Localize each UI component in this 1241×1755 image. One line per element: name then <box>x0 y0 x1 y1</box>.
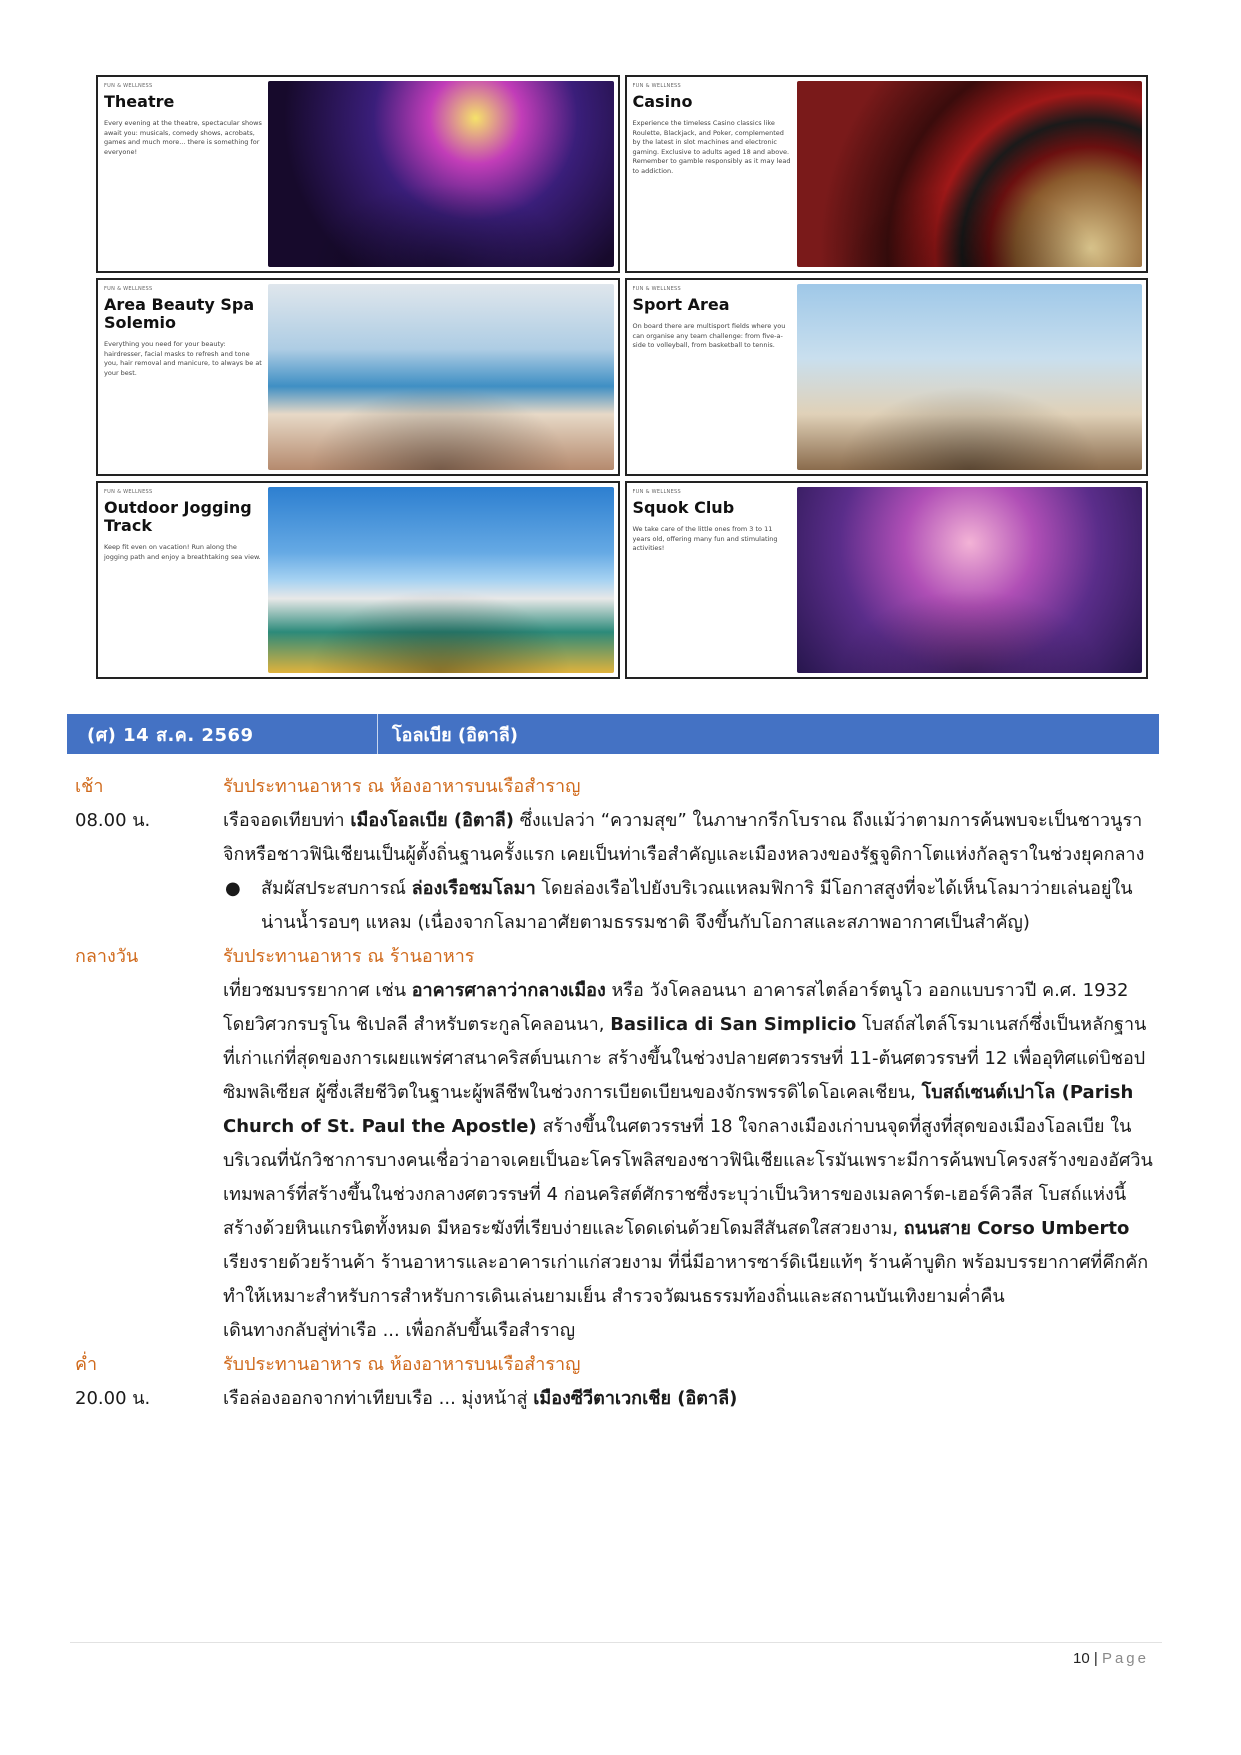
bullet-dot-icon: ● <box>225 878 241 899</box>
activity-card-jogging <box>96 481 620 679</box>
program-row-0800 <box>75 804 1155 872</box>
card-title: Outdoor Jogging Track <box>104 498 252 535</box>
program-row-return <box>75 1314 1155 1348</box>
card-description: On board there are multisport fields where you can organise any team challenge: from five-a-side to volleyball, from basketball to tennis. <box>632 322 786 349</box>
time-label: เช้า <box>75 776 104 797</box>
bullet-text: สัมผัสประสบการณ์ ล่องเรือชมโลมา โดยล่องเรือไปยังบริเวณแหลมฟิการิ มีโอกาสสูงที่จะได้เห็นโลมาว่ายเล่นอยู่ในน่านน้ำรอบๆ แหลม (เนื่องจากโลมาอาศัยตามธรรมชาติ จึงขึ้นกับโอกาสและสภาพอากาศเป็นสำคัญ) <box>261 878 1133 933</box>
card-kicker: FUN & WELLNESS <box>104 489 153 495</box>
card-description: Keep fit even on vacation! Run along the jogging path and enjoy a breathtaking sea view. <box>104 543 261 561</box>
program-text: เรือล่องออกจากท่าเทียบเรือ ... มุ่งหน้าสู่ เมืองซีวีตาเวกเชีย (อิตาลี) <box>223 1388 738 1409</box>
activities-grid <box>96 75 1148 679</box>
page-number: 10 | Page <box>1073 1650 1149 1667</box>
casino-photo <box>797 81 1143 267</box>
bullet-item <box>223 872 1155 940</box>
time-label: ค่ำ <box>75 1354 98 1375</box>
card-title: Squok Club <box>632 498 735 517</box>
program-row-dinner <box>75 1348 1155 1382</box>
card-kicker: FUN & WELLNESS <box>104 83 153 89</box>
program-row-sightseeing <box>75 974 1155 1314</box>
card-description: Every evening at the theatre, spectacular shows await you: musicals, comedy shows, acrobats, games and much more... there is something for everyone! <box>104 119 262 156</box>
card-title: Sport Area <box>632 295 730 314</box>
meal-text: รับประทานอาหาร ณ ห้องอาหารบนเรือสำราญ <box>223 776 581 797</box>
card-title: Casino <box>632 92 693 111</box>
time-label: 08.00 น. <box>75 810 151 831</box>
card-kicker: FUN & WELLNESS <box>104 286 153 292</box>
program-row-lunch <box>75 940 1155 974</box>
activity-card-casino <box>625 75 1149 273</box>
activity-card-spa <box>96 278 620 476</box>
activity-card-squok <box>625 481 1149 679</box>
day-place: โอลเบีย (อิตาลี) <box>392 724 518 746</box>
activity-card-theatre <box>96 75 620 273</box>
card-description: Everything you need for your beauty: hairdresser, facial masks to refresh and tone you, hair removal and manicure, to always be at your best. <box>104 340 262 377</box>
sport-photo <box>797 284 1143 470</box>
program-row-2000 <box>75 1382 1155 1416</box>
activity-card-sport <box>625 278 1149 476</box>
day-program <box>75 770 1155 1416</box>
time-label: กลางวัน <box>75 946 139 967</box>
footer-divider <box>70 1642 1162 1643</box>
card-description: We take care of the little ones from 3 to 11 years old, offering many fun and stimulating activities! <box>632 525 778 552</box>
card-title: Area Beauty Spa Solemio <box>104 295 255 332</box>
program-row-bullet <box>75 872 1155 940</box>
card-kicker: FUN & WELLNESS <box>632 83 681 89</box>
time-label: 20.00 น. <box>75 1388 151 1409</box>
program-text: เรือจอดเทียบท่า เมืองโอลเบีย (อิตาลี) ซึ่งแปลว่า “ความสุข” ในภาษากรีกโบราณ ถึงแม้ว่าตามการค้นพบจะเป็นชาวนูราจิกหรือชาวฟินิเชียนเป็นผู้ตั้งถิ่นฐานครั้งแรก เคยเป็นท่าเรือสำคัญและเมืองหลวงของรัฐจูดิกาโตแห่งกัลลูราในช่วงยุคกลาง <box>223 810 1145 865</box>
squok-photo <box>797 487 1143 673</box>
day-date: (ศ) 14 ส.ค. 2569 <box>87 724 254 746</box>
theatre-photo <box>268 81 614 267</box>
card-title: Theatre <box>104 92 175 111</box>
program-text: เที่ยวชมบรรยากาศ เช่น อาคารศาลาว่ากลางเมือง หรือ วังโคลอนนา อาคารสไตล์อาร์ตนูโว ออกแบบราวปี ค.ศ. 1932 โดยวิศวกรบรูโน ชิเปลลี สำหรับตระกูลโคลอนนา, Basilica di San Simplicio โบสถ์สไตล์โรมาเนสก์ซึ่งเป็นหลักฐานที่เก่าแก่ที่สุดของการเผยแพร่ศาสนาคริสต์บนเกาะ สร้างขึ้นในช่วงปลายศตวรรษที่ 11-ต้นศตวรรษที่ 12 เพื่ออุทิศแด่บิชอปซิมพลิเซียส ผู้ซึ่งเสียชีวิตในฐานะผู้พลีชีพในช่วงการเบียดเบียนของจักรพรรดิไดโอเคลเชียน, โบสถ์เซนต์เปาโล (Parish Church of St. Paul the Apostle) สร้างขึ้นในศตวรรษที่ 18 ใจกลางเมืองเก่าบนจุดที่สูงที่สุดของเมืองโอลเบีย ในบริเวณที่นักวิชาการบางคนเชื่อว่าอาจเคยเป็นอะโครโพลิสของชาวฟินิเชียและโรมันเพราะมีการค้นพบโครงสร้างของอัศวินเทมพลาร์ที่สร้างขึ้นในช่วงกลางศตวรรษที่ 4 ก่อนคริสต์ศักราชซึ่งระบุว่าเป็นวิหารของเมลคาร์ต-เฮอร์คิวลีส โบสถ์แห่งนี้สร้างด้วยหินแกรนิตทั้งหมด มีหอระฆังที่เรียบง่ายและโดดเด่นด้วยโดมสีสันสดใสสวยงาม, ถนนสาย Corso Umberto เรียงรายด้วยร้านค้า ร้านอาหารและอาคารเก่าแก่สวยงาม ที่นี่มีอาหารซาร์ดิเนียแท้ๆ ร้านค้าบูติก พร้อมบรรยากาศที่คึกคัก ทำให้เหมาะสำหรับการสำหรับการเดินเล่นยามเย็น สำรวจวัฒนธรรมท้องถิ่นและสถานบันเทิงยามค่ำคืน <box>223 980 1153 1307</box>
meal-text: รับประทานอาหาร ณ ร้านอาหาร <box>223 946 475 967</box>
meal-text: รับประทานอาหาร ณ ห้องอาหารบนเรือสำราญ <box>223 1354 581 1375</box>
spa-photo <box>268 284 614 470</box>
program-row-morning <box>75 770 1155 804</box>
card-description: Experience the timeless Casino classics like Roulette, Blackjack, and Poker, complemented by the latest in slot machines and electronic gaming. Exclusive to adults aged 18 and above. Remember to gamble responsibly as it may lead to addiction. <box>632 119 791 175</box>
day-header <box>67 714 1159 754</box>
card-kicker: FUN & WELLNESS <box>632 286 681 292</box>
jogging-photo <box>268 487 614 673</box>
card-kicker: FUN & WELLNESS <box>632 489 681 495</box>
program-text: เดินทางกลับสู่ท่าเรือ ... เพื่อกลับขึ้นเรือสำราญ <box>223 1320 576 1341</box>
